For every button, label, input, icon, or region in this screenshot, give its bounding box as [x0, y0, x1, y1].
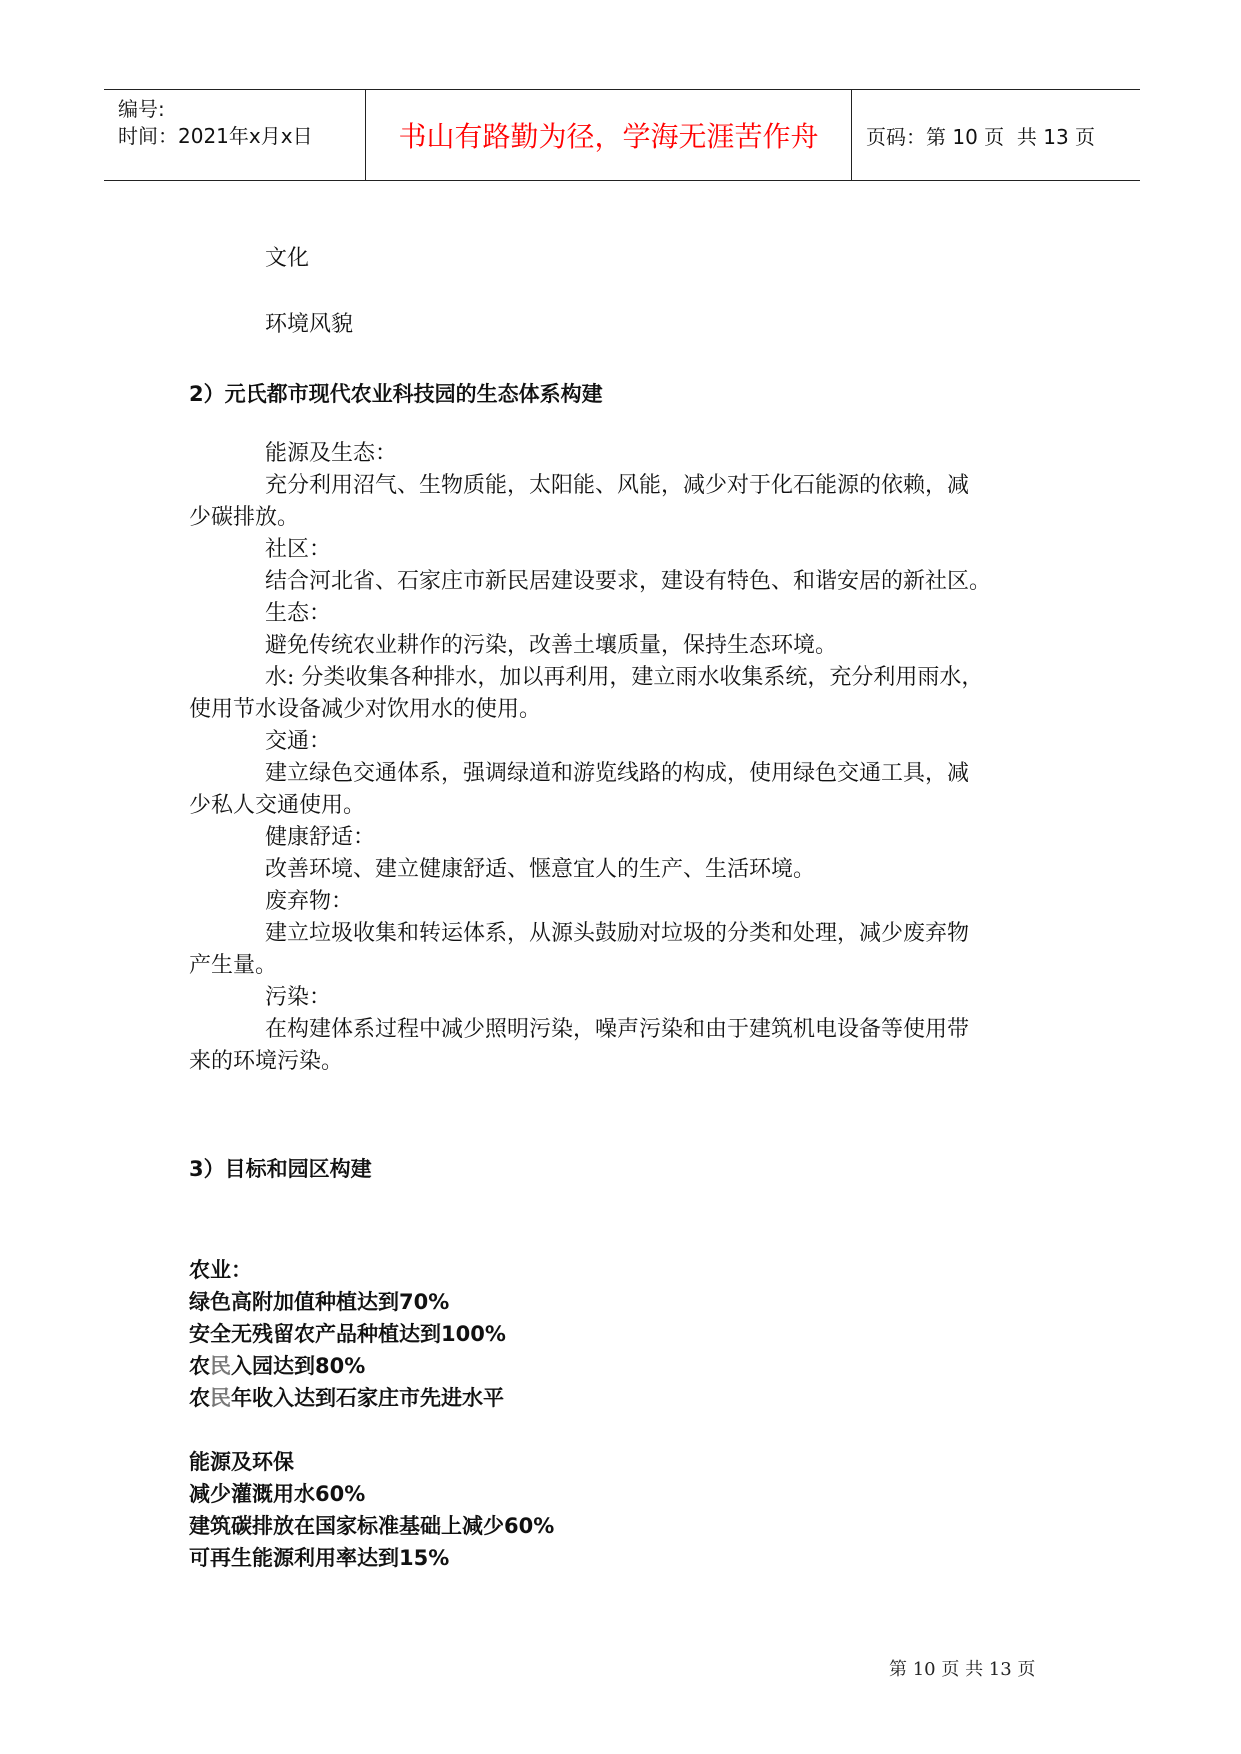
- header-meta-cell: [104, 90, 366, 180]
- intro-item-culture: 文化: [265, 246, 310, 271]
- section2-line: 污染：: [265, 985, 332, 1010]
- section2-line: 少碳排放。: [189, 505, 300, 530]
- energy-item: 减少灌溉用水60%: [189, 1482, 366, 1506]
- page-footer: 第 10 页 共 13 页: [889, 1659, 1036, 1680]
- section2-line: 能源及生态：: [265, 441, 398, 466]
- energy-heading: 能源及环保: [189, 1450, 294, 1474]
- section2-line: 生态：: [265, 601, 332, 626]
- section2-line: 来的环境污染。: [189, 1049, 344, 1074]
- section2-line: 废弃物：: [265, 889, 354, 914]
- section2-line: 在构建体系过程中减少照明污染，噪声污染和由于建筑机电设备等使用带: [265, 1017, 970, 1042]
- section2-line: 建立绿色交通体系，强调绿道和游览线路的构成，使用绿色交通工具，减: [265, 761, 970, 786]
- section2-line: 使用节水设备减少对饮用水的使用。: [189, 697, 542, 722]
- section3-title: 3）目标和园区构建: [189, 1157, 372, 1181]
- section2-line: 结合河北省、石家庄市新民居建设要求，建设有特色、和谐安居的新社区。: [265, 569, 992, 594]
- agriculture-item: 安全无残留农产品种植达到100%: [189, 1322, 506, 1346]
- section2-line: 改善环境、建立健康舒适、惬意宜人的生产、生活环境。: [265, 857, 816, 882]
- energy-item: 建筑碳排放在国家标准基础上减少60%: [189, 1514, 555, 1538]
- section2-line: 建立垃圾收集和转运体系，从源头鼓励对垃圾的分类和处理，减少废弃物: [265, 921, 970, 946]
- section2-line: 充分利用沼气、生物质能，太阳能、风能，减少对于化石能源的依赖，减: [265, 473, 970, 498]
- intro-item-environment: 环境风貌: [265, 312, 354, 337]
- agriculture-item-part: 农: [189, 1386, 210, 1410]
- section2-line: 少私人交通使用。: [189, 793, 366, 818]
- section2-title: 2）元氏都市现代农业科技园的生态体系构建: [189, 382, 603, 406]
- page-header: [104, 89, 1140, 181]
- time-label: 时间：2021年x月x日: [118, 124, 313, 148]
- section2-line: 水: 分类收集各种排水，加以再利用，建立雨水收集系统，充分利用雨水，: [265, 665, 984, 690]
- header-motto: 书山有路勤为径，学海无涯苦作舟: [366, 90, 852, 180]
- section2-line: 避免传统农业耕作的污染，改善土壤质量，保持生态环境。: [265, 633, 838, 658]
- agriculture-item: [189, 1382, 504, 1414]
- serial-label: 编号:: [118, 97, 165, 121]
- header-page-info-cell: [852, 90, 1140, 180]
- energy-item: 可再生能源利用率达到15%: [189, 1546, 450, 1570]
- agriculture-item-part: 农: [189, 1354, 210, 1378]
- section2-line: 交通：: [265, 729, 332, 754]
- section2-line: 社区：: [265, 537, 332, 562]
- section2-line: 产生量。: [189, 953, 278, 978]
- agriculture-item: [189, 1350, 365, 1382]
- header-page-info: 页码：第 10 页 共 13 页: [866, 124, 1096, 149]
- agriculture-item: 绿色高附加值种植达到70%: [189, 1290, 450, 1314]
- agriculture-heading: 农业：: [189, 1258, 252, 1282]
- agriculture-item-part-grey: 民: [210, 1354, 231, 1378]
- agriculture-item-part: 入园达到80%: [231, 1354, 366, 1378]
- agriculture-item-part: 年收入达到石家庄市先进水平: [231, 1386, 504, 1410]
- agriculture-item-part-grey: 民: [210, 1386, 231, 1410]
- section2-line: 健康舒适：: [265, 825, 376, 850]
